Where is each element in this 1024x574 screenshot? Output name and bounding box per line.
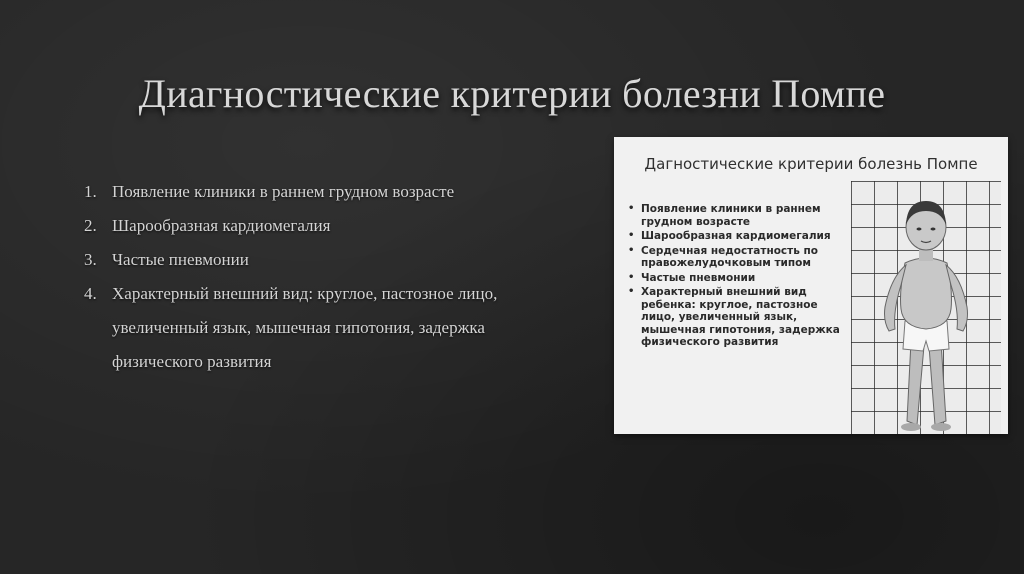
criteria-item-text: Появление клиники в раннем грудном возрасте xyxy=(112,182,455,201)
criteria-item xyxy=(84,175,564,209)
bullet-icon: • xyxy=(628,271,635,283)
criteria-item xyxy=(84,209,564,243)
child-photo xyxy=(851,181,1001,434)
figure-item-text: Сердечная недостатность по правожелудочковым типом xyxy=(641,244,818,269)
bullet-icon: • xyxy=(628,286,635,297)
figure-item-text: Частые пневмонии xyxy=(641,271,756,284)
figure-list-item xyxy=(628,203,843,228)
figure-criteria-list xyxy=(628,203,843,351)
figure-list-item xyxy=(628,272,843,285)
criteria-item xyxy=(84,277,564,379)
bullet-icon: • xyxy=(628,203,635,214)
figure-list-item xyxy=(628,286,843,349)
criteria-item-text: Частые пневмонии xyxy=(112,250,249,269)
criteria-list xyxy=(84,175,564,379)
criteria-item-number: 3. xyxy=(84,250,97,269)
inserted-figure xyxy=(614,137,1008,434)
figure-list-item xyxy=(628,230,843,243)
bullet-icon: • xyxy=(628,244,635,256)
figure-list-item xyxy=(628,245,843,270)
figure-item-text: Характерный внешний вид ребенка: круглое, пастозное лицо, увеличенный язык, мышечная гипотония, задержка физического развития xyxy=(641,286,840,348)
slide-title: Диагностические критерии болезни Помпе xyxy=(138,71,886,116)
figure-item-text: Появление клиники в раннем грудном возрасте xyxy=(641,203,821,228)
criteria-item-number: 2. xyxy=(84,216,97,235)
criteria-item-text: Шарообразная кардиомегалия xyxy=(112,216,331,235)
criteria-item-text: Характерный внешний вид: круглое, пастозное лицо, увеличенный язык, мышечная гипотония, задержка физического развития xyxy=(112,284,498,371)
figure-title: Дагностические критерии болезнь Помпе xyxy=(644,155,978,173)
criteria-item-number: 4. xyxy=(84,284,97,303)
criteria-item-number: 1. xyxy=(84,182,97,201)
figure-item-text: Шарообразная кардиомегалия xyxy=(641,230,831,242)
bullet-icon: • xyxy=(628,230,635,241)
criteria-item xyxy=(84,243,564,277)
child-figure-illustration xyxy=(851,181,1001,434)
